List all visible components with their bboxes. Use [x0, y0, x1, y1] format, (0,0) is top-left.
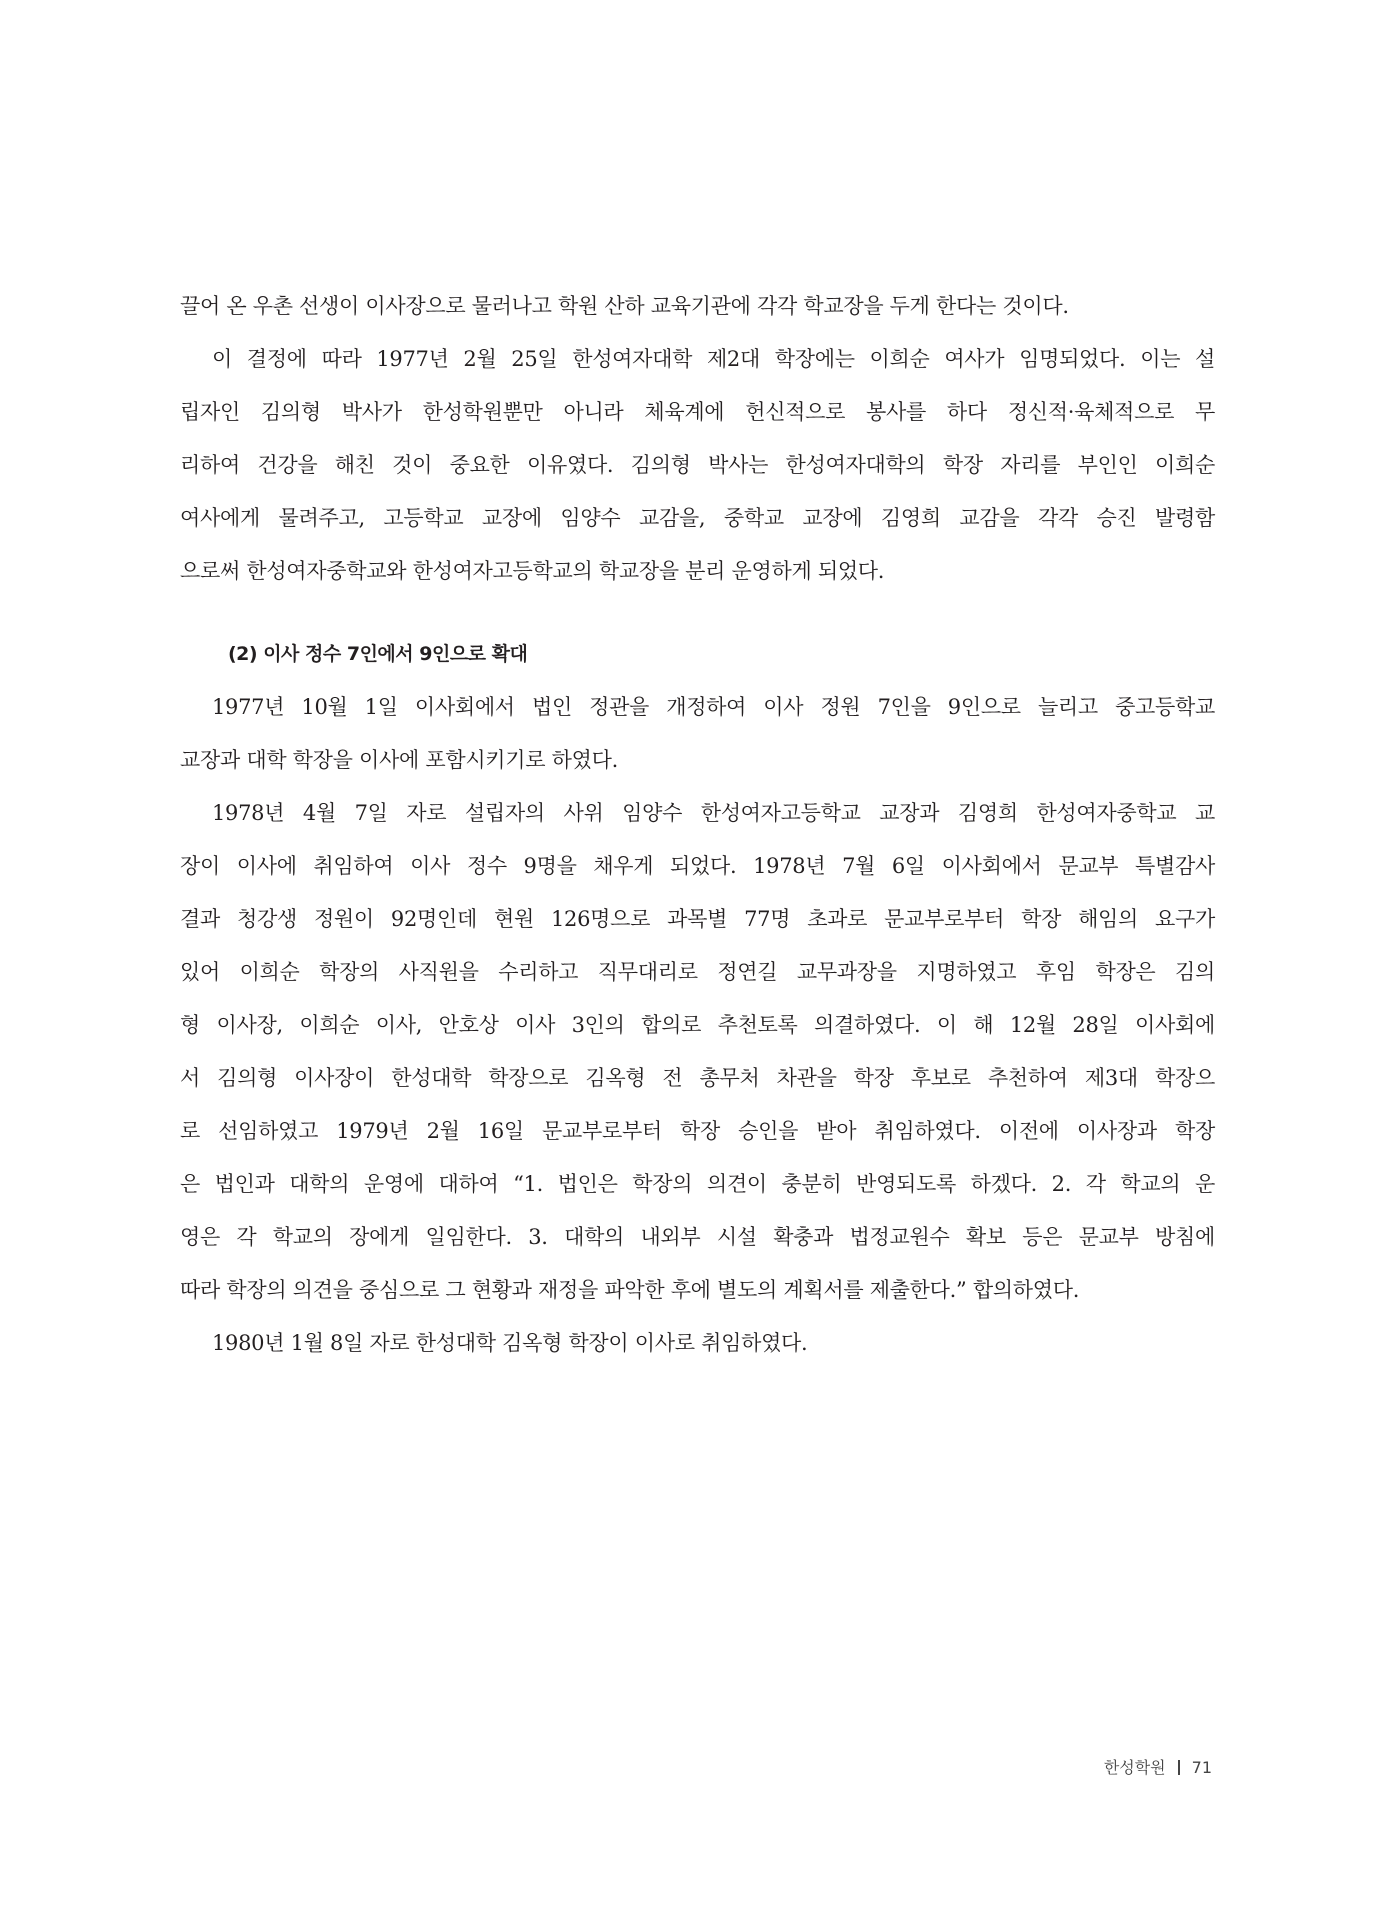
paragraph-line: 1977년 10월 1일 이사회에서 법인 정관을 개정하여 이사 정원 7인을 9인으로 늘리고 중고등학교 — [212, 695, 1215, 719]
paragraph-line: 결과 청강생 정원이 92명인데 현원 126명으로 과목별 77명 초과로 문교부로부터 학장 해임의 요구가 — [180, 907, 1215, 931]
paragraph-line: 장이 이사에 취임하여 이사 정수 9명을 채우게 되었다. 1978년 7월 6일 이사회에서 문교부 특별감사 — [180, 854, 1215, 878]
section-heading: (2) 이사 정수 7인에서 9인으로 확대 — [228, 643, 528, 665]
paragraph-line: 있어 이희순 학장의 사직원을 수리하고 직무대리로 정연길 교무과장을 지명하였고 후임 학장은 김의 — [180, 960, 1215, 984]
paragraph-line: 로 선임하였고 1979년 2월 16일 문교부로부터 학장 승인을 받아 취임하였다. 이전에 이사장과 학장 — [180, 1119, 1215, 1143]
paragraph-line: 형 이사장, 이희순 이사, 안호상 이사 3인의 합의로 추천토록 의결하였다. 이 해 12월 28일 이사회에 — [180, 1013, 1215, 1037]
page-number: 71 — [1191, 1758, 1212, 1777]
paragraph-line: 으로써 한성여자중학교와 한성여자고등학교의 학교장을 분리 운영하게 되었다. — [180, 559, 885, 583]
paragraph-line: 여사에게 물려주고, 고등학교 교장에 임양수 교감을, 중학교 교장에 김영희 교감을 각각 승진 발령함 — [180, 506, 1215, 530]
paragraph-line: 립자인 김의형 박사가 한성학원뿐만 아니라 체육계에 헌신적으로 봉사를 하다 정신적·육체적으로 무 — [180, 400, 1215, 424]
footer-separator — [1178, 1760, 1180, 1775]
paragraph-line: 은 법인과 대학의 운영에 대하여 “1. 법인은 학장의 의견이 충분히 반영되도록 하겠다. 2. 각 학교의 운 — [180, 1172, 1215, 1196]
paragraph-line: 1980년 1월 8일 자로 한성대학 김옥형 학장이 이사로 취임하였다. — [212, 1331, 808, 1355]
paragraph-line: 영은 각 학교의 장에게 일임한다. 3. 대학의 내외부 시설 확충과 법정교원수 확보 등은 문교부 방침에 — [180, 1225, 1215, 1249]
paragraph-line: 리하여 건강을 해친 것이 중요한 이유였다. 김의형 박사는 한성여자대학의 학장 자리를 부인인 이희순 — [180, 453, 1215, 477]
paragraph-line: 따라 학장의 의견을 중심으로 그 현황과 재정을 파악한 후에 별도의 계획서를 제출한다.” 합의하였다. — [180, 1278, 1080, 1302]
page-footer — [1104, 1755, 1212, 1778]
paragraph-line: 서 김의형 이사장이 한성대학 학장으로 김옥형 전 총무처 차관을 학장 후보로 추천하여 제3대 학장으 — [180, 1066, 1215, 1090]
paragraph-line: 끌어 온 우촌 선생이 이사장으로 물러나고 학원 산하 교육기관에 각각 학교장을 두게 한다는 것이다. — [180, 294, 1069, 318]
paragraph-line: 이 결정에 따라 1977년 2월 25일 한성여자대학 제2대 학장에는 이희순 여사가 임명되었다. 이는 설 — [212, 347, 1215, 371]
paragraph-line: 1978년 4월 7일 자로 설립자의 사위 임양수 한성여자고등학교 교장과 김영희 한성여자중학교 교 — [212, 801, 1215, 825]
footer-book-title: 한성학원 — [1103, 1758, 1166, 1777]
paragraph-line: 교장과 대학 학장을 이사에 포함시키기로 하였다. — [180, 748, 618, 772]
body-text — [180, 280, 1215, 1370]
